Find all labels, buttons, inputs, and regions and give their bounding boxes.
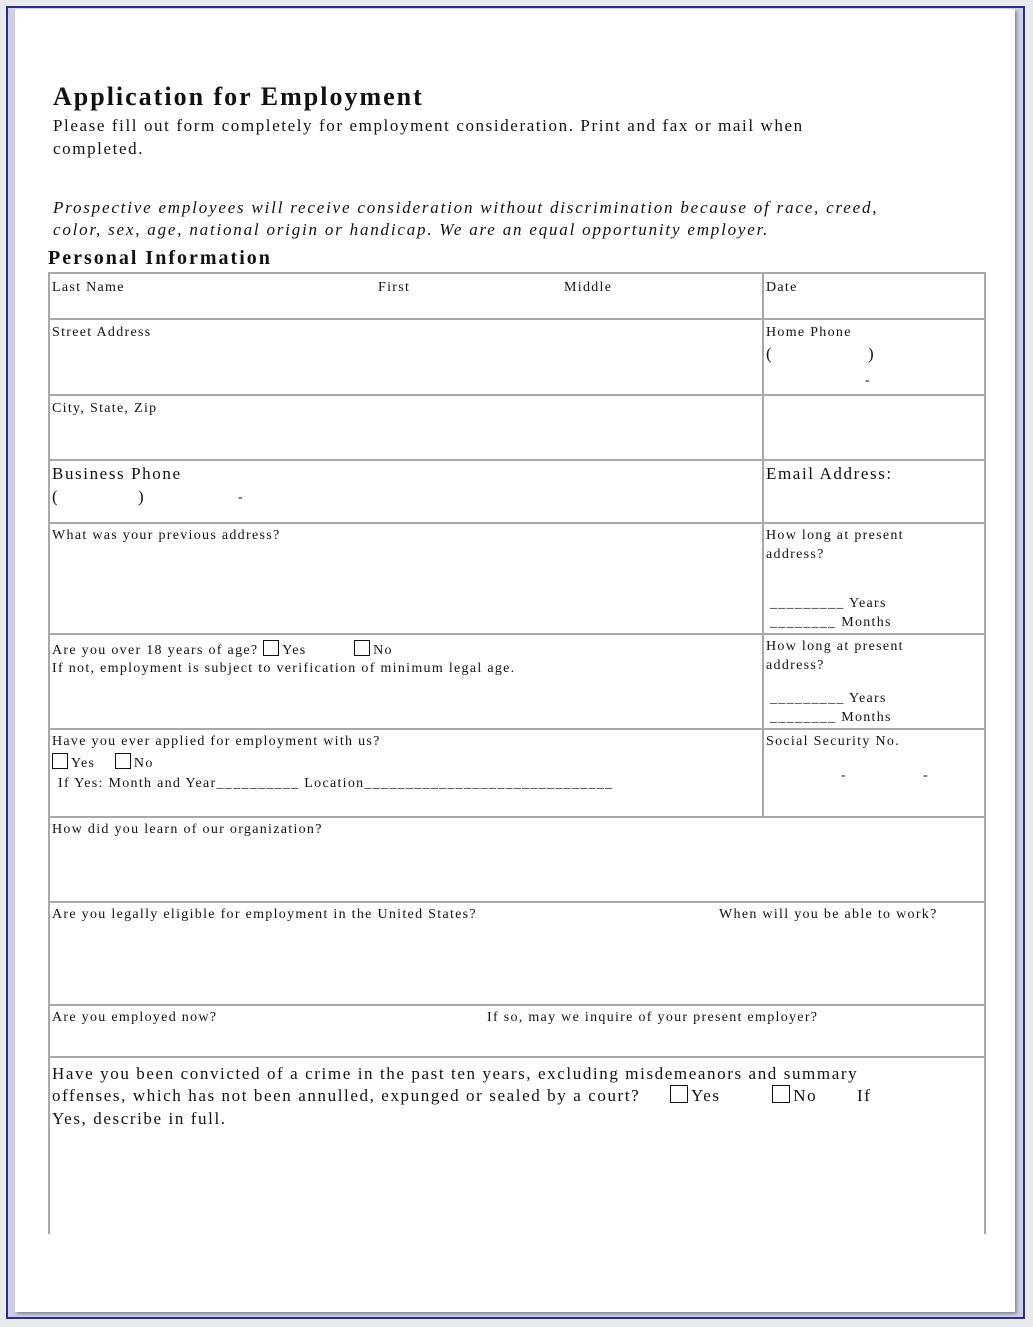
conviction-yes-label: Yes	[691, 1086, 721, 1105]
months-blank: ________ Months	[770, 615, 892, 630]
how-long-label-line-2: address?	[766, 547, 825, 562]
notice-line-2: color, sex, age, national origin or handicap. We are an equal opportunity employer.	[53, 220, 770, 239]
applied-yes-checkbox[interactable]	[52, 753, 68, 769]
business-phone-open-paren: (	[52, 487, 60, 506]
over-18-no-checkbox[interactable]	[354, 640, 370, 656]
business-phone-dash: -	[238, 490, 244, 505]
first-name-label: First	[378, 280, 411, 295]
table-rule	[48, 394, 986, 396]
equal-opportunity-notice	[53, 197, 878, 241]
notice-line-1: Prospective employees will receive consideration without discrimination because of race, creed,	[53, 198, 879, 217]
how-long-label-line-1: How long at present	[766, 528, 904, 543]
when-able-to-work-label: When will you be able to work?	[719, 907, 938, 922]
conviction-no-label: No	[793, 1086, 818, 1105]
employed-now-label: Are you employed now?	[52, 1010, 218, 1025]
years-blank: _________ Years	[770, 596, 887, 611]
last-name-label: Last Name	[52, 280, 125, 295]
previous-address-label: What was your previous address?	[52, 528, 281, 543]
home-phone-open-paren: (	[766, 344, 774, 363]
table-rule	[48, 728, 986, 730]
legally-eligible-label: Are you legally eligible for employment in the United States?	[52, 907, 477, 922]
conviction-question-line-1: Have you been convicted of a crime in the past ten years, excluding misdemeanors and summary	[52, 1064, 859, 1083]
city-state-zip-label: City, State, Zip	[52, 401, 158, 416]
over-18-yes-checkbox[interactable]	[263, 640, 279, 656]
table-rule	[48, 522, 986, 524]
over-18-note: If not, employment is subject to verification of minimum legal age.	[52, 661, 516, 676]
applied-before-label: Have you ever applied for employment with us?	[52, 734, 381, 749]
table-rule	[762, 272, 764, 816]
home-phone-label: Home Phone	[766, 325, 852, 340]
applied-no-label: No	[133, 756, 154, 771]
learn-organization-label: How did you learn of our organization?	[52, 822, 323, 837]
table-rule	[48, 1056, 986, 1058]
years-blank: _________ Years	[770, 691, 887, 706]
applied-month-location-line: If Yes: Month and Year__________ Location______________________________	[58, 776, 614, 791]
applied-yes-label: Yes	[71, 756, 96, 771]
conviction-question-text: offenses, which has not been annulled, expunged or sealed by a court?	[52, 1086, 641, 1105]
over-18-no-label: No	[373, 643, 393, 658]
table-rule	[48, 1004, 986, 1006]
applied-no-checkbox[interactable]	[115, 753, 131, 769]
over-18-yes-label: Yes	[282, 643, 307, 658]
table-rule	[48, 272, 986, 274]
section-title: Personal Information	[48, 247, 272, 269]
personal-information-table	[48, 272, 986, 1234]
table-rule	[984, 272, 986, 1234]
how-long-label-line-2: address?	[766, 658, 825, 673]
table-rule	[48, 272, 50, 1234]
conviction-if-label: If	[856, 1086, 872, 1105]
instructions-line-1: Please fill out form completely for employment consideration. Print and fax or mail when	[53, 116, 804, 135]
home-phone-dash: -	[865, 373, 871, 388]
street-address-label: Street Address	[52, 325, 152, 340]
inquire-employer-label: If so, may we inquire of your present employer?	[487, 1010, 819, 1025]
table-rule	[48, 633, 986, 635]
table-rule	[48, 816, 986, 818]
date-label: Date	[766, 280, 798, 295]
table-rule	[48, 901, 986, 903]
months-blank: ________ Months	[770, 710, 892, 725]
page-title: Application for Employment	[53, 82, 424, 111]
over-18-label: Are you over 18 years of age?	[52, 643, 259, 658]
business-phone-label: Business Phone	[52, 464, 182, 483]
email-address-label: Email Address:	[766, 464, 893, 483]
middle-name-label: Middle	[564, 280, 613, 295]
ssn-label: Social Security No.	[766, 734, 900, 749]
instructions-line-2: completed.	[53, 139, 145, 158]
conviction-question-line-2	[52, 1085, 872, 1107]
how-long-label-line-1: How long at present	[766, 639, 904, 654]
applied-before-options	[52, 753, 154, 773]
home-phone-close-paren: )	[868, 344, 876, 363]
conviction-yes-checkbox[interactable]	[670, 1085, 688, 1103]
business-phone-close-paren: )	[138, 487, 146, 506]
conviction-no-checkbox[interactable]	[772, 1085, 790, 1103]
table-rule	[48, 459, 986, 461]
table-rule	[48, 318, 986, 320]
over-18-question	[52, 640, 393, 660]
form-instructions	[53, 114, 804, 160]
ssn-dash: -	[923, 768, 929, 783]
ssn-dash: -	[841, 768, 847, 783]
conviction-question-line-3: Yes, describe in full.	[52, 1109, 227, 1128]
